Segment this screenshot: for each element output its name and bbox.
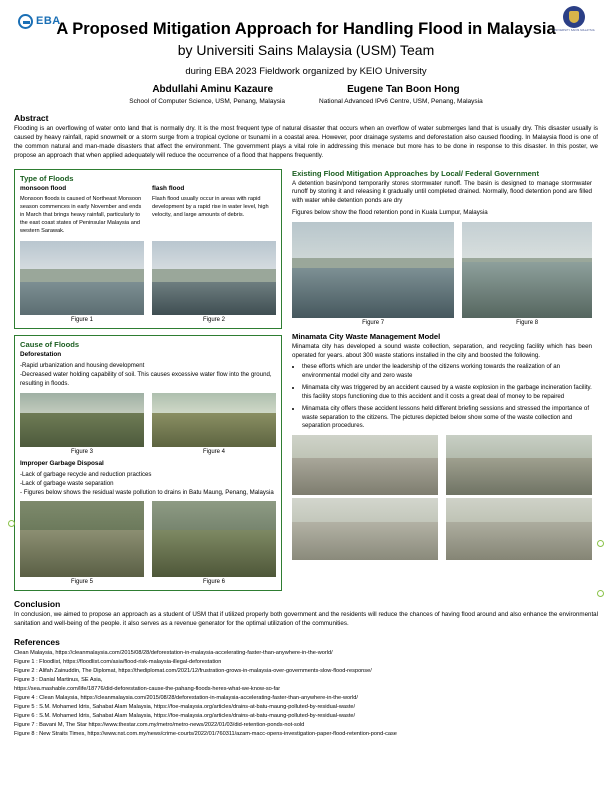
existing-figures: [292, 222, 592, 326]
author-names: [14, 84, 598, 95]
figure-8-caption: Figure 8: [516, 319, 539, 326]
references-heading: References: [14, 636, 60, 647]
usm-logo: [552, 6, 596, 32]
page-title: A Proposed Mitigation Approach for Handling Flood in Malaysia: [56, 20, 556, 38]
usm-logo-caption: UNIVERSITI SAINS MALAYSIA: [553, 29, 595, 32]
figure-4-caption: Figure 4: [202, 448, 225, 455]
minamata-photo-2: [446, 435, 592, 495]
reference-item: Figure 5 : S.M. Mohamed Idris, Sahabat Alam Malaysia, https://foe-malaysia.org/articles/drains-at-batu-maung-polluted-by-residual-waste/: [14, 703, 356, 710]
minamata-figures-2: [292, 498, 592, 560]
minamata-photo-1: [292, 435, 438, 495]
left-column: [14, 169, 282, 591]
flood-type-monsoon-label: monsoon flood: [20, 184, 67, 192]
author-affiliations: [14, 98, 598, 105]
figure-8-image: [462, 222, 592, 318]
conclusion-section: [14, 599, 598, 629]
flood-type-flash-label: flash flood: [152, 184, 185, 192]
figure-2-caption: Figure 2: [202, 317, 225, 324]
reference-item: https://sea.mashable.com/life/18776/did-deforestation-cause-the-pahang-floods-heres-what-we-know-so-far: [14, 685, 281, 692]
author-name-1: Abdullahi Aminu Kazaure: [152, 84, 274, 96]
figure-5-image: [20, 501, 144, 577]
existing-note: Figures below show the flood retention pond in Kuala Lumpur, Malaysia: [292, 209, 488, 217]
figure-1-caption: Figure 1: [70, 317, 93, 324]
deforestation-line-2: -Decreased water holding capability of soil. This causes excessive water flow into the ground, resulting in floods.: [20, 371, 272, 388]
eba-logo: [18, 10, 74, 32]
minamata-figures: [292, 435, 592, 495]
type-of-floods-items: [20, 185, 276, 236]
conclusion-text: In conclusion, we aimed to propose an approach as a student of USM that if utilized properly both government and the residents will reduce the chances of having flood around and also enhance the environmental sanitation and well-being of the people. it also serves as a revenue generator for the optimal utilization of the communities.: [14, 611, 598, 627]
garbage-figures: [20, 501, 276, 585]
deforestation-lines: [20, 361, 276, 388]
reference-item: Clean Malaysia, https://cleanmalaysia.com/2015/08/28/deforestation-in-malaysia-accelerating-faster-than-anywhere-in-the-world/: [14, 649, 333, 656]
figure-6-image: [152, 501, 276, 577]
garbage-label: Improper Garbage Disposal: [20, 459, 104, 467]
figure-7-wrap: [292, 222, 454, 326]
author-affiliation-1: School of Computer Science, USM, Penang, Malaysia: [129, 98, 286, 106]
garbage-line-2: -Lack of garbage waste separation: [20, 479, 114, 487]
existing-heading: Existing Flood Mitigation Approaches by Local/ Federal Government: [292, 168, 539, 178]
type-of-floods-figures: [20, 241, 276, 323]
eba-logo-icon: [18, 14, 33, 29]
reference-item: Figure 4 : Clean Malaysia, https://cleanmalaysia.com/2015/08/28/deforestation-in-malaysia-accelerating-faster-than-anywhere-in-the-world/: [14, 694, 358, 701]
figure-3-caption: Figure 3: [70, 448, 93, 455]
figure-4-wrap: [152, 393, 276, 455]
flood-type-flash: [152, 185, 276, 236]
figure-6-caption: Figure 6: [202, 579, 225, 586]
minamata-photo-4: [446, 498, 592, 560]
minamata-photo-3: [292, 498, 438, 560]
usm-crest-icon: [563, 6, 585, 28]
garbage-line-3: - Figures below shows the residual waste pollution to drains in Batu Maung, Penang, Malaysia: [20, 488, 274, 496]
deforestation-label: Deforestation: [20, 351, 62, 359]
reference-item: Figure 7 : Bavani M, The Star https://www.thestar.com.my/metro/metro-news/2022/01/03/did-retention-ponds-not-sold: [14, 722, 305, 729]
figure-1-wrap: [20, 241, 144, 323]
minamata-photo-3-wrap: [292, 498, 438, 560]
minamata-photo-4-wrap: [446, 498, 592, 560]
decorative-dot-left: [8, 520, 15, 527]
existing-text: A detention basin/pond temporarily stores stormwater runoff. The basin is designed to manage stormwater runoff by storing it and releasing it gradually until completed drained. Normally, flood detention pond are filled with water while detention ponds are dry: [292, 179, 592, 205]
conclusion-heading: Conclusion: [14, 599, 61, 610]
type-of-floods-heading: Type of Floods: [20, 173, 74, 183]
figure-3-wrap: [20, 393, 144, 455]
right-column: [292, 169, 592, 591]
reference-item: Figure 2 : Alifah Zainuddin, The Diplomat, https://thediplomat.com/2021/12/frustration-grows-in-malaysia-over-governments-slow-flood-response/: [14, 667, 372, 674]
minamata-bullet-1: • these efforts which are under the leadership of the citizens working towards the realization of an environmental model city and zero waste: [302, 363, 592, 381]
minamata-bullet-2: • Minamata city was triggered by an accident caused by a waste explosion in the garbage incineration facility. this facility stops functioning due to this accident and it costs a great deal of money to be repaired: [302, 384, 592, 402]
figure-1-image: [20, 241, 144, 315]
reference-item: Figure 1 : Floodlist, https://floodlist.com/asia/flood-risk-malaysia-illegal-deforestation: [14, 658, 222, 665]
references-section: [14, 637, 598, 739]
minamata-heading: Minamata City Waste Management Model: [292, 331, 441, 341]
minamata-photo-1-wrap: [292, 435, 438, 495]
figure-3-image: [20, 393, 144, 447]
minamata-bullets: [292, 363, 592, 431]
event-line: during EBA 2023 Fieldwork organized by KEIO University: [185, 66, 427, 78]
figure-6-wrap: [152, 501, 276, 585]
figure-7-image: [292, 222, 454, 318]
minamata-photo-2-wrap: [446, 435, 592, 495]
references-list: [14, 649, 598, 739]
page-subtitle: by Universiti Sains Malaysia (USM) Team: [177, 42, 435, 59]
flood-type-monsoon: [20, 185, 144, 236]
reference-item: Figure 8 : New Straits Times, https://www.nst.com.my/news/crime-courts/2022/01/760311/azam-macc-opens-investigation-paper-flood-retention-pond-case: [14, 731, 397, 738]
figure-8-wrap: [462, 222, 592, 326]
figure-7-caption: Figure 7: [362, 319, 385, 326]
abstract-heading: Abstract: [14, 113, 49, 124]
eba-logo-text: EBA: [36, 15, 61, 27]
content-columns: [14, 169, 598, 591]
cause-of-floods-heading: Cause of Floods: [20, 340, 80, 350]
flood-type-monsoon-text: Monsoon floods is caused of Northeast Monsoon season commences in early November and ends in March that brings heavy rainfall, particularly to the east coast states of Peninsular Malaysia and western Sarawak.: [20, 195, 142, 235]
figure-5-caption: Figure 5: [70, 579, 93, 586]
reference-item: Figure 6 : S.M. Mohamed Idris, Sahabat Alam Malaysia, https://foe-malaysia.org/articles/drains-at-batu-maung-polluted-by-residual-waste/: [14, 712, 356, 719]
author-name-2: Eugene Tan Boon Hong: [347, 84, 460, 96]
decorative-dot-right-2: [597, 590, 604, 597]
figure-2-wrap: [152, 241, 276, 323]
garbage-lines: [20, 470, 276, 497]
decorative-dot-right-1: [597, 540, 604, 547]
author-affiliation-2: National Advanced IPv6 Centre, USM, Penang, Malaysia: [319, 98, 483, 106]
minamata-bullet-3: • Minamata city offers these accident lessons held different briefing sessions and stressed the importance of waste separation to the citizens. The pictures depicted below show some of the waste collection and separation procedures.: [302, 405, 592, 431]
minamata-text: Minamata city has developed a sound waste collection, separation, and recycling facility which has been operated for years. about 300 waste stations installed in the city and boosted the following.: [292, 342, 592, 359]
reference-item: Figure 3 : Danial Martinus, SE Asia,: [14, 676, 103, 683]
deforestation-figures: [20, 393, 276, 455]
cause-of-floods-box: [14, 335, 282, 591]
flood-type-flash-text: Flash flood usually occur in areas with rapid development by a rapid rise in water level, high velocity, and large amounts of debris.: [152, 195, 269, 218]
figure-5-wrap: [20, 501, 144, 585]
garbage-line-1: -Lack of garbage recycle and reduction practices: [20, 470, 152, 478]
figure-2-image: [152, 241, 276, 315]
figure-4-image: [152, 393, 276, 447]
type-of-floods-box: [14, 169, 282, 330]
abstract-text: Flooding is an overflowing of water onto land that is normally dry. It is the most frequent type of natural disaster that occurs when an overflow of water submerges land that is usually dry. This disaster usually is caused by heavy rainfall, rapid snowmelt or a storm surge from a tropical cyclone or tsunami in a coastal area. However, poor drainage systems and deforestation also caused flooding. In Malaysia flood is one of the common natural and man-made disasters that affect the environment. The government plays a vital role in addressing this menace but more has to be done in response to this disaster. In this poster, we propose an approach that when applied adequately will reduce the occurrence of a flood that happens frequently.: [14, 125, 598, 159]
deforestation-line-1: -Rapid urbanization and housing development: [20, 362, 145, 370]
